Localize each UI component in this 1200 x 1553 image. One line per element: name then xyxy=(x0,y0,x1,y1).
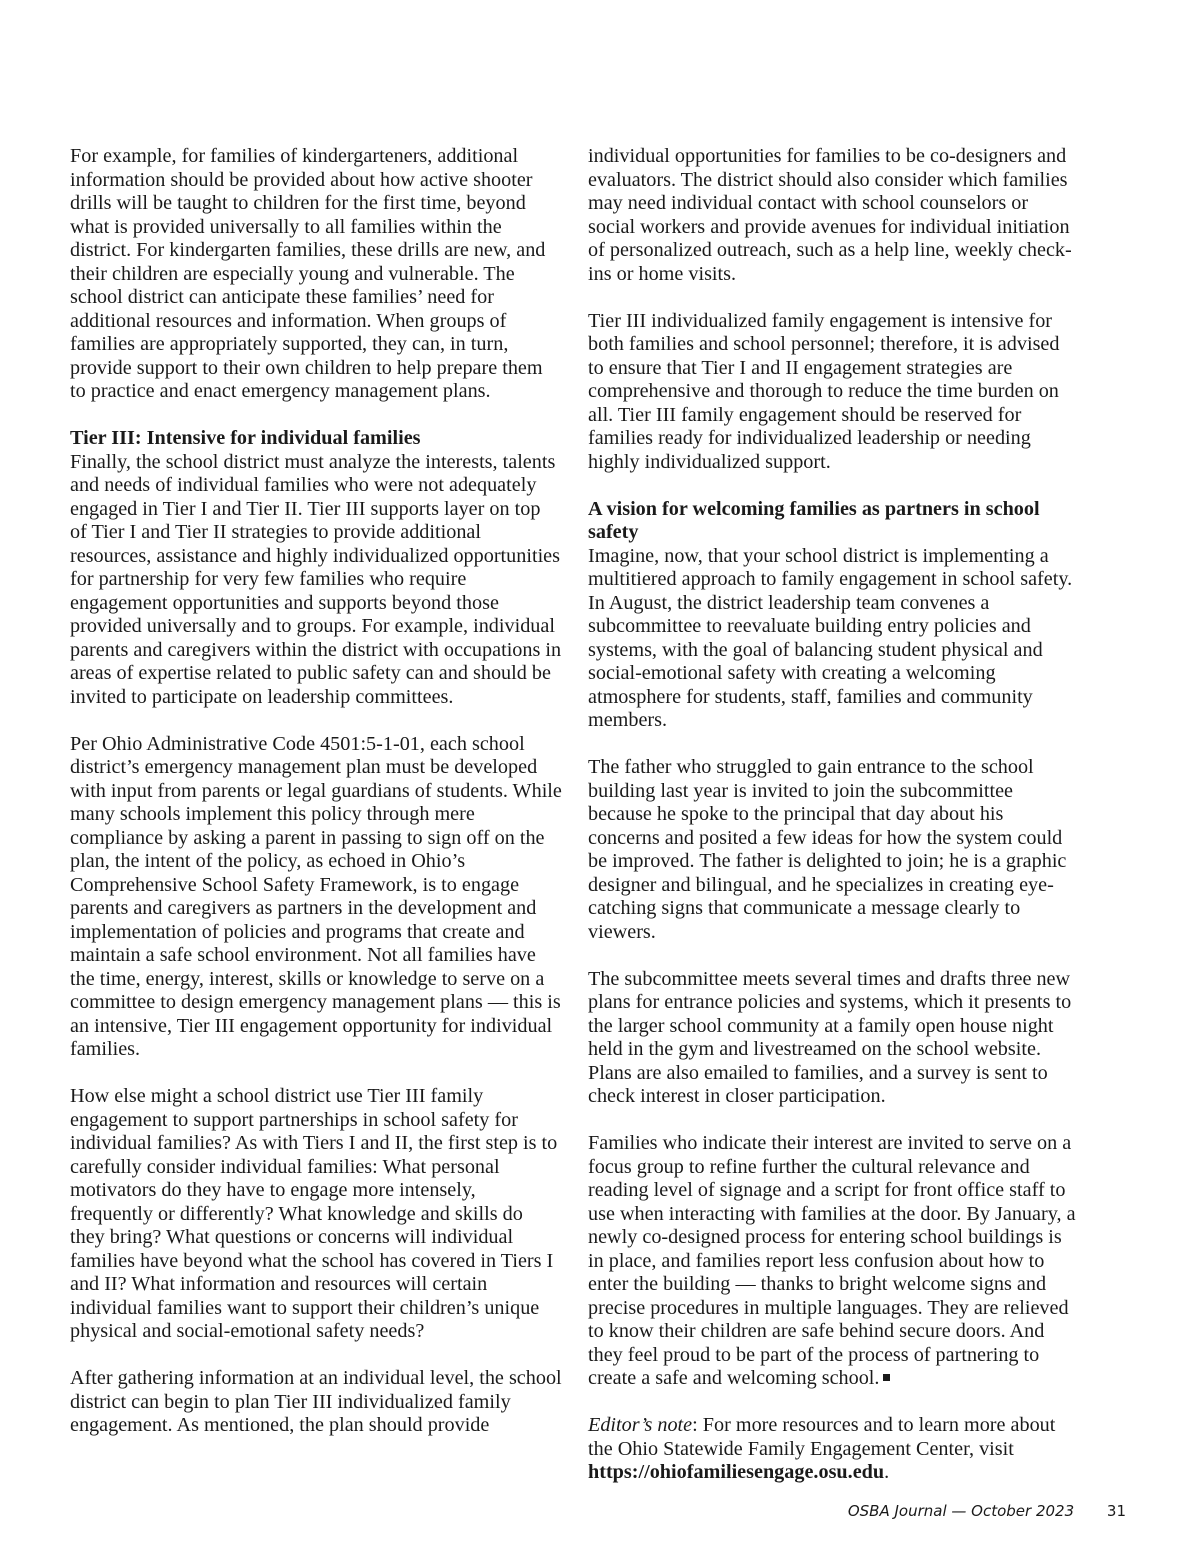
page-footer xyxy=(848,1502,1126,1520)
paragraph: Tier III individualized family engagement is intensive for both families and school personnel; therefore, it is advised to ensure that Tier I and II engagement strategies are comprehensive and thorough to reduce the time burden on all. Tier III family engagement should be reserved for families ready for individualized leadership or needing highly individualized support. xyxy=(588,309,1060,473)
end-mark-icon xyxy=(883,1374,890,1381)
page-number: 31 xyxy=(1106,1502,1126,1520)
right-column xyxy=(588,145,1080,1485)
paragraph: For example, for families of kindergarteners, additional information should be provided about how active shooter drills will be taught to children for the first time, beyond what is provided universally to all families within the district. For kindergarten families, these drills are new, and their children are especially young and vulnerable. The school district can anticipate these families’ need for additional resources and information. When groups of families are appropriately supported, they can, in turn, provide support to their own children to help prepare them to practice and enact emergency management plans. xyxy=(70,145,546,402)
paragraph: After gathering information at an individual level, the school district can begin to plan Tier III individualized family engagement. As mentioned, the plan should provide xyxy=(70,1367,562,1436)
paragraph: The subcommittee meets several times and drafts three new plans for entrance policies and systems, which it presents to the larger school community at a family open house night held in the gym and livestreamed on the school website. Plans are also emailed to families, and a survey is sent to check interest in closer participation. xyxy=(588,967,1072,1107)
section-heading-tier-3: Tier III: Intensive for individual families xyxy=(70,427,421,449)
paragraph: Imagine, now, that your school district is implementing a multitiered approach to family engagement in school safety. In August, the district leadership team convenes a subcommittee to reevaluate building entry policies and systems, with the goal of balancing student physical and social-emotional safety with creating a welcoming atmosphere for students, staff, families and community members. xyxy=(588,544,1073,731)
editors-note-text: : For more resources and to learn more about the Ohio Statewide Family Engagement Center, visit xyxy=(588,1414,1056,1460)
paragraph-final xyxy=(588,1132,1080,1391)
editors-note-label: Editor’s note xyxy=(588,1414,693,1436)
paragraph-text: Families who indicate their interest are invited to serve on a focus group to refine further the cultural relevance and reading level of signage and a script for front office staff to use when interacting with families at the door. By January, a newly co-designed process for entering school buildings is in place, and families report less confusion about how to enter the building — thanks to bright welcome signs and precise procedures in multiple languages. They are relieved to know their children are safe behind secure doors. And they feel proud to be part of the process of partnering to create a safe and welcoming school. xyxy=(588,1132,1076,1389)
paragraph: How else might a school district use Tier III family engagement to support partnerships in school safety for individual families? As with Tiers I and II, the first step is to carefully consider individual families: What personal motivators do they have to engage more intensely, frequently or differently? What knowledge and skills do they bring? What questions or concerns will individual families have beyond what the school has covered in Tiers I and II? What information and resources will certain individual families want to support their children’s unique physical and social-emotional safety needs? xyxy=(70,1085,558,1342)
paragraph: Finally, the school district must analyze the interests, talents and needs of individual families who were not adequately engaged in Tier I and Tier II. Tier III supports layer on top of Tier I and Tier II strategies to provide additional resources, assistance and highly individualized opportunities for partnership for very few families who require engagement opportunities and supports beyond those provided universally and to groups. For example, individual parents and caregivers within the district with occupations in areas of expertise related to public safety can and should be invited to participate on leadership committees. xyxy=(70,450,562,708)
section-heading-vision: A vision for welcoming families as partners in school safety xyxy=(588,497,1040,543)
left-column xyxy=(70,145,562,1438)
journal-title: OSBA Journal — October 2023 xyxy=(847,1502,1075,1520)
paragraph: The father who struggled to gain entrance to the school building last year is invited to join the subcommittee because he spoke to the principal that day about his concerns and posited a few ideas for how the system could be improved. The father is delighted to join; he is a graphic designer and bilingual, and he specializes in creating eye-catching signs that communicate a message clearly to viewers. xyxy=(588,756,1067,943)
paragraph: Per Ohio Administrative Code 4501:5-1-01, each school district’s emergency management plan must be developed with input from parents or legal guardians of students. While many schools implement this policy through mere compliance by asking a parent in passing to sign off on the plan, the intent of the policy, as echoed in Ohio’s Comprehensive School Safety Framework, is to engage parents and caregivers as partners in the development and implementation of policies and programs that create and maintain a safe school environment. Not all families have the time, energy, interest, skills or knowledge to serve on a committee to design emergency management plans — this is an intensive, Tier III engagement opportunity for individual families. xyxy=(70,732,562,1060)
paragraph: individual opportunities for families to be co-designers and evaluators. The district should also consider which families may need individual contact with school counselors or social workers and provide avenues for individual initiation of personalized outreach, such as a help line, weekly check-ins or home visits. xyxy=(588,145,1072,285)
editors-note-end: . xyxy=(884,1461,890,1483)
editors-note xyxy=(588,1414,1080,1485)
editors-note-link[interactable]: https://ohiofamiliesengage.osu.edu xyxy=(588,1461,885,1483)
